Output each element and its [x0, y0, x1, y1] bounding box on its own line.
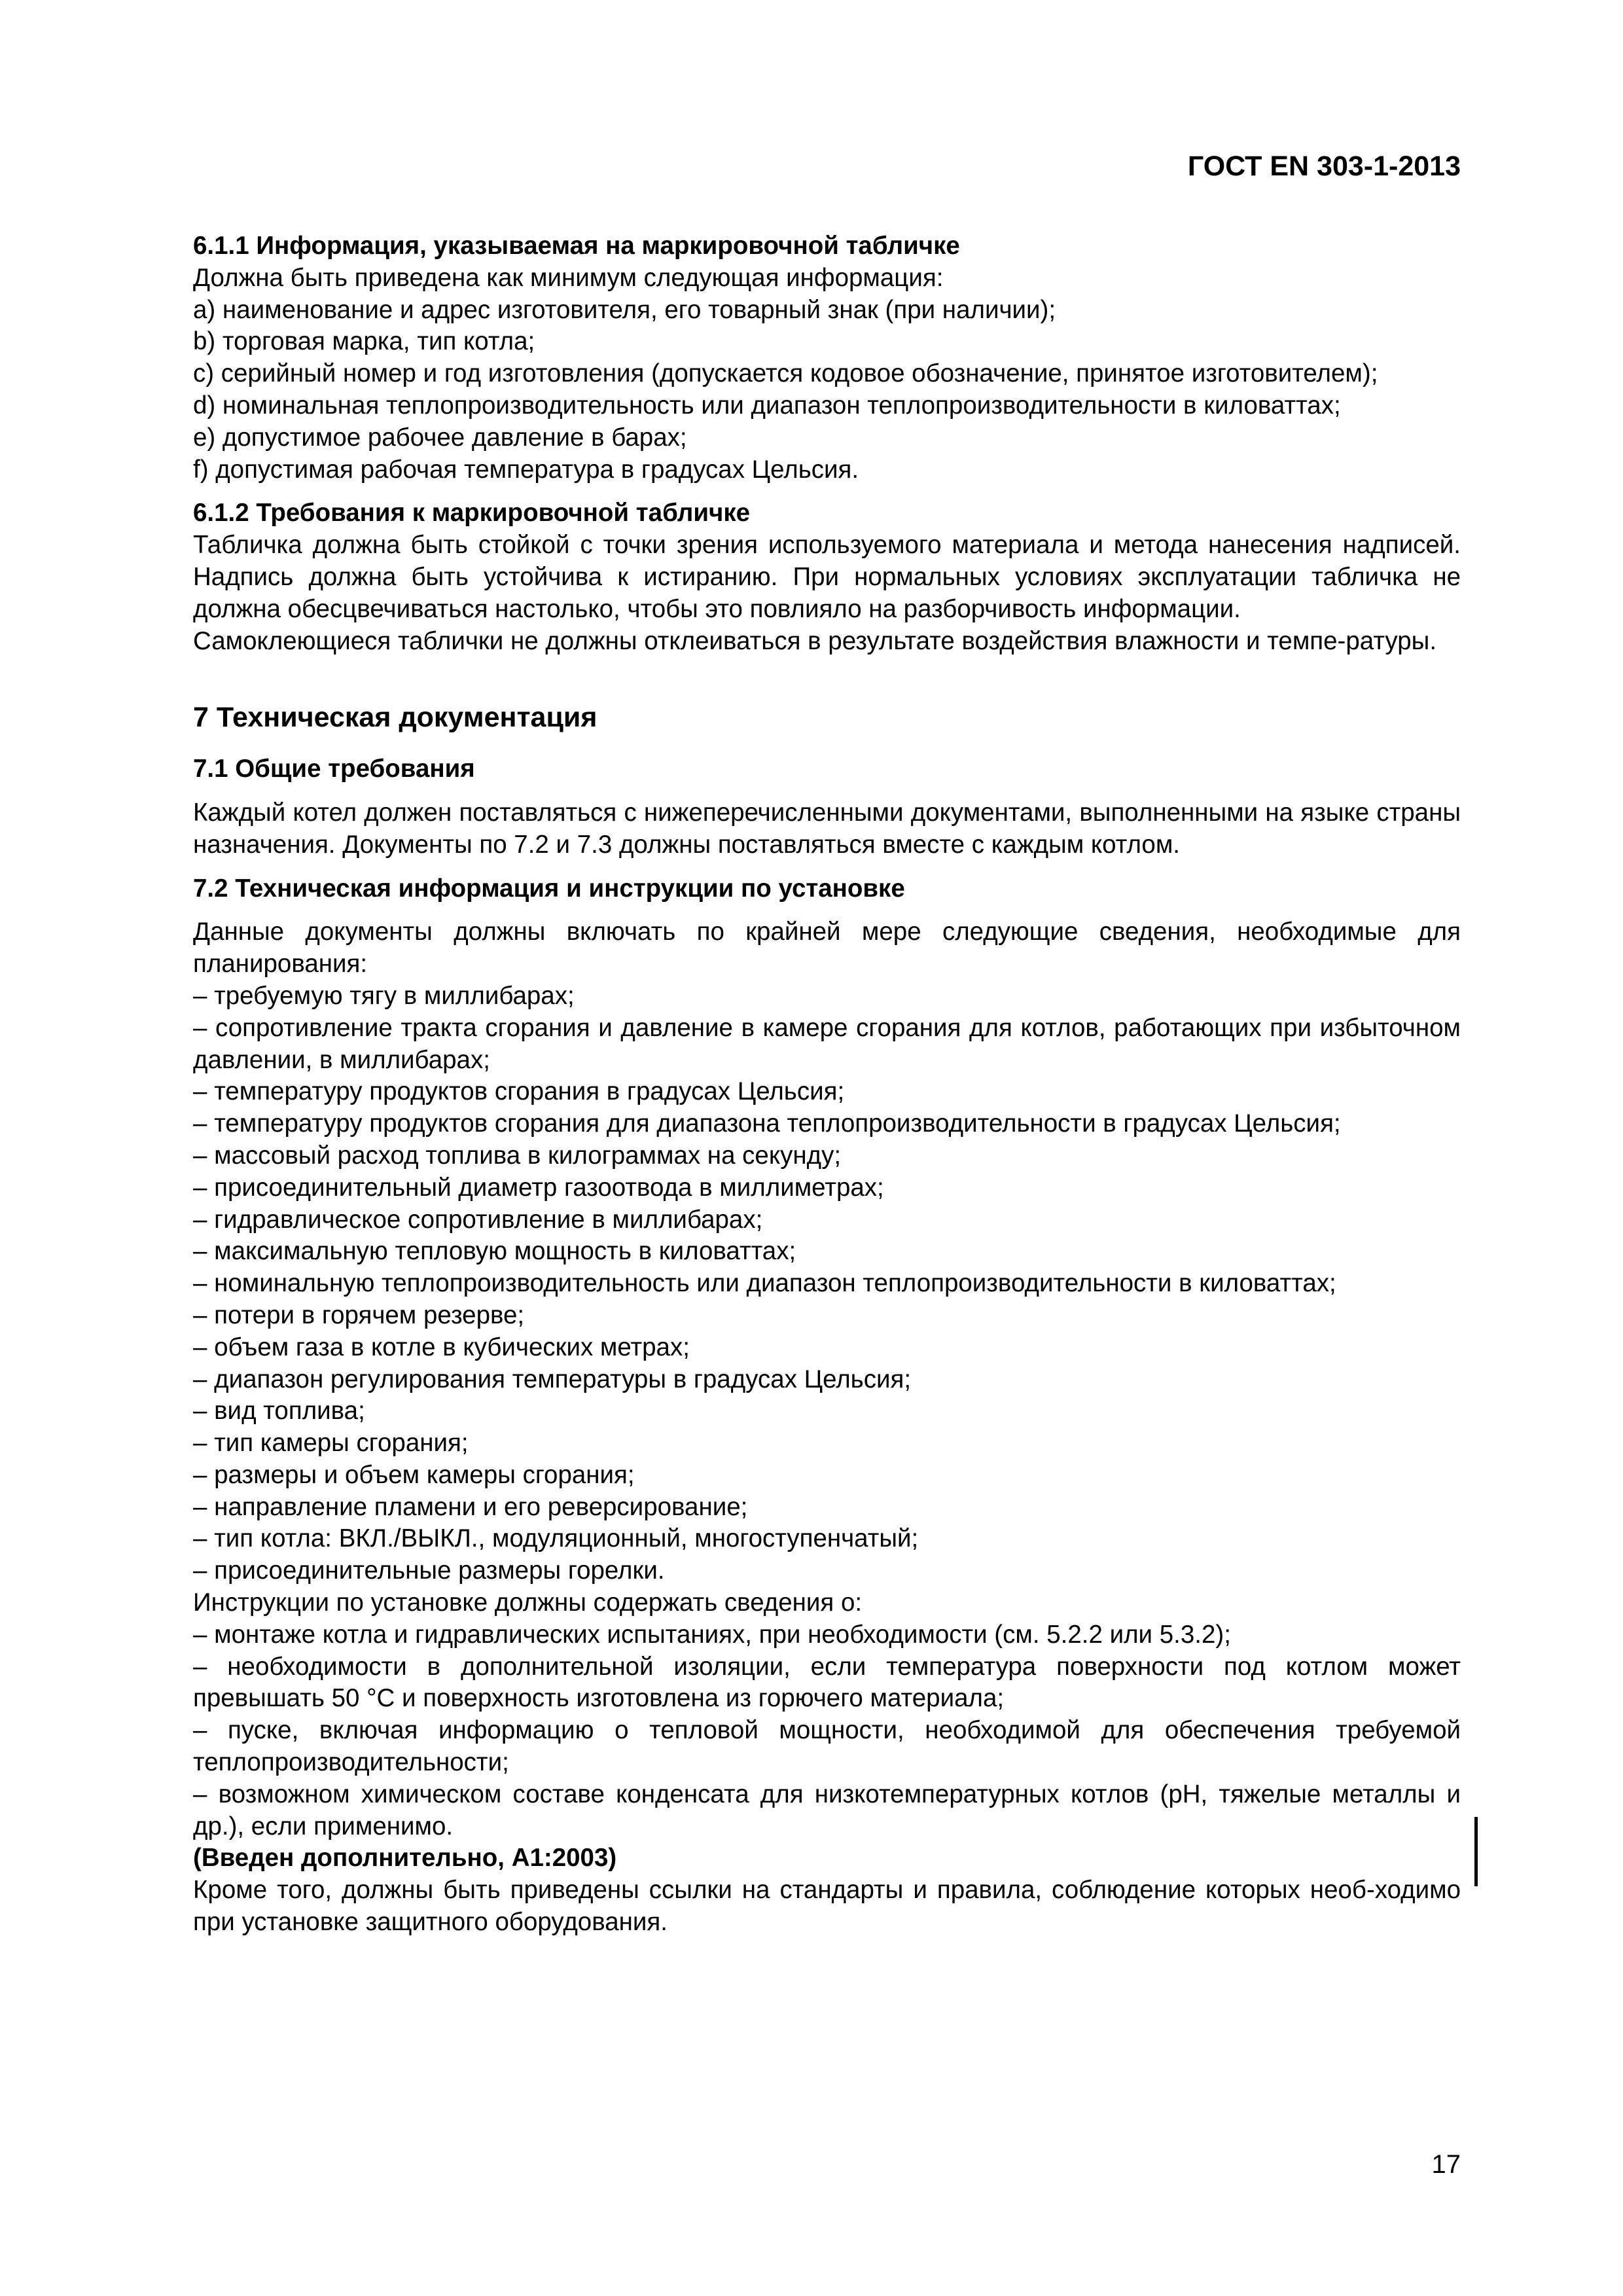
s72-item: – температуру продуктов сгорания в градусах Цельсия;	[193, 1077, 845, 1106]
s612-paragraph: Самоклеющиеся таблички не должны отклеиваться в результате воздействия влажности и темпе-ратуры.	[193, 626, 1437, 655]
s611-item: f) допустимая рабочая температура в градусах Цельсия.	[193, 455, 859, 484]
s72-item: – номинальную теплопроизводительность или диапазон теплопроизводительности в киловаттах;	[193, 1269, 1336, 1298]
s72-item: – максимальную тепловую мощность в киловаттах;	[193, 1237, 796, 1266]
install-item: – пуске, включая информацию о тепловой мощности, необходимой для обеспечения требуемой теплопроизводительности;	[193, 1716, 1461, 1777]
page-body	[193, 230, 1461, 1939]
s72-item: – потери в горячем резерве;	[193, 1300, 525, 1329]
s611-intro: Должна быть приведена как минимум следующая информация:	[193, 263, 944, 292]
s611-item: е) допустимое рабочее давление в барах;	[193, 423, 687, 452]
install-item: – необходимости в дополнительной изоляции, если температура поверхности под котлом может превышать 50 °С и поверхность изготовлена из горючего материала;	[193, 1652, 1461, 1713]
amendment-note: (Введен дополнительно, А1:2003)	[193, 1844, 617, 1873]
heading-7: 7 Техническая документация	[193, 702, 597, 734]
install-intro: Инструкции по установке должны содержать сведения о:	[193, 1588, 863, 1617]
closing-paragraph: Кроме того, должны быть приведены ссылки на стандарты и правила, соблюдение которых необ-ходимо при установке защитного оборудования.	[193, 1876, 1461, 1937]
s72-item: – тип камеры сгорания;	[193, 1429, 469, 1458]
install-item: – монтаже котла и гидравлических испытаниях, при необходимости (см. 5.2.2 или 5.3.2);	[193, 1620, 1231, 1649]
heading-6-1-2: 6.1.2 Требования к маркировочной табличке	[193, 499, 751, 528]
heading-7-2: 7.2 Техническая информация и инструкции по установке	[193, 874, 905, 903]
s72-item: – направление пламени и его реверсирование;	[193, 1492, 748, 1521]
s611-item: b) торговая марка, тип котла;	[193, 327, 535, 356]
s72-item: – тип котла: ВКЛ./ВЫКЛ., модуляционный, многоступенчатый;	[193, 1524, 919, 1553]
install-item: – возможном химическом составе конденсата для низкотемпературных котлов (pH, тяжелые металлы и др.), если применимо.	[193, 1780, 1461, 1840]
s611-item: а) наименование и адрес изготовителя, его товарный знак (при наличии);	[193, 295, 1056, 324]
s72-item: – присоединительные размеры горелки.	[193, 1556, 665, 1585]
document-code: ГОСТ EN 303-1-2013	[1187, 151, 1461, 182]
s71-paragraph: Каждый котел должен поставляться с нижеперечисленными документами, выполненными на языке страны назначения. Документы по 7.2 и 7.3 должны поставляться вместе с каждым котлом.	[193, 798, 1461, 859]
s611-item: d) номинальная теплопроизводительность или диапазон теплопроизводительности в киловаттах;	[193, 391, 1341, 420]
s72-item: – диапазон регулирования температуры в градусах Цельсия;	[193, 1365, 912, 1393]
s611-item: с) серийный номер и год изготовления (допускается кодовое обозначение, принятое изготовителем);	[193, 359, 1378, 388]
s612-paragraph: Табличка должна быть стойкой с точки зрения используемого материала и метода нанесения надписей. Надпись должна быть устойчива к истиранию. При нормальных условиях эксплуатации табличка не должна обесцвечиваться настолько, чтобы это повлияло на разборчивость информации.	[193, 531, 1461, 623]
heading-6-1-1: 6.1.1 Информация, указываемая на маркировочной табличке	[193, 232, 960, 260]
s72-item: – гидравлическое сопротивление в миллибарах;	[193, 1205, 763, 1234]
s72-intro: Данные документы должны включать по крайней мере следующие сведения, необходимые для планирования:	[193, 918, 1461, 978]
heading-7-1: 7.1 Общие требования	[193, 755, 475, 783]
s72-item: – присоединительный диаметр газоотвода в миллиметрах;	[193, 1173, 884, 1202]
s72-item: – температуру продуктов сгорания для диапазона теплопроизводительности в градусах Цельсия;	[193, 1109, 1341, 1138]
s72-item: – объем газа в котле в кубических метрах;	[193, 1333, 690, 1361]
revision-bar	[1474, 1817, 1478, 1886]
s72-item: – вид топлива;	[193, 1397, 365, 1426]
s72-item: – размеры и объем камеры сгорания;	[193, 1460, 635, 1489]
s72-item: – требуемую тягу в миллибарах;	[193, 981, 575, 1010]
s72-item: – сопротивление тракта сгорания и давление в камере сгорания для котлов, работающих при избыточном давлении, в миллибарах;	[193, 1013, 1461, 1074]
s72-item: – массовый расход топлива в килограммах на секунду;	[193, 1141, 842, 1170]
page-number: 17	[1431, 2150, 1461, 2179]
